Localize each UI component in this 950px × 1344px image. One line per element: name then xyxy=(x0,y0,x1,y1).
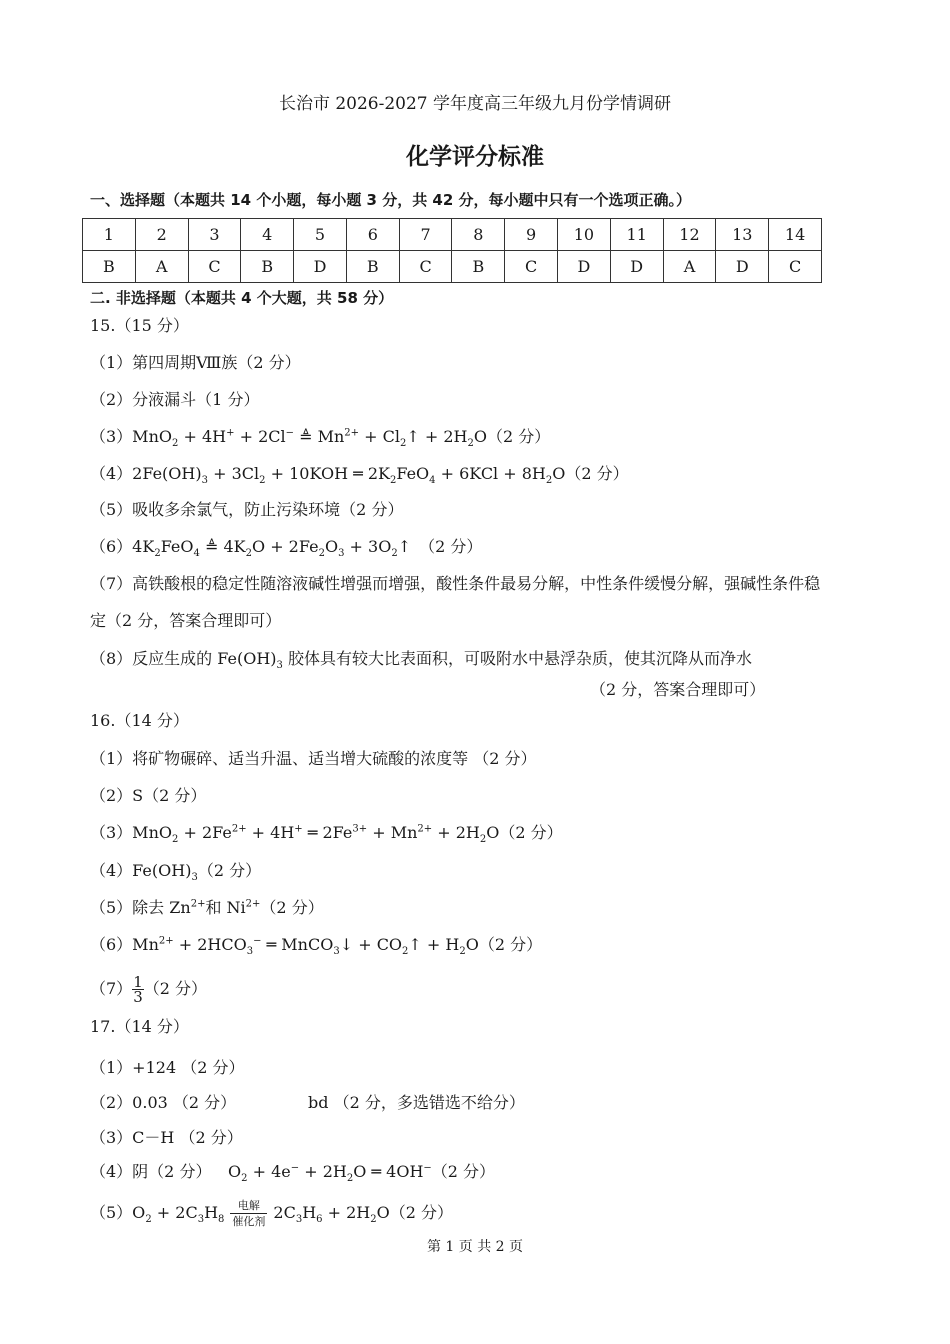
question-number-cell: 9 xyxy=(505,219,558,251)
answer-cell: C xyxy=(188,251,241,283)
answer-cell: B xyxy=(83,251,136,283)
q17-heading: 17.（14 分） xyxy=(90,1017,189,1036)
question-number-cell: 11 xyxy=(610,219,663,251)
answer-cell: A xyxy=(135,251,188,283)
q17-item-1: （1）+124 （2 分） xyxy=(90,1058,245,1077)
answer-cell: A xyxy=(663,251,716,283)
answer-cell: D xyxy=(610,251,663,283)
q16-item-5: （5）除去 $Zn^{2+}$和 $Ni^{2+}(2$ 分） xyxy=(90,898,324,917)
fraction: $\frac{1}{3}$ xyxy=(133,973,143,1006)
answer-cell: D xyxy=(716,251,769,283)
question-number-cell: 5 xyxy=(294,219,347,251)
answer-cell: C xyxy=(399,251,452,283)
answer-cell: B xyxy=(241,251,294,283)
q16-item-1: （1）将矿物碾碎、适当升温、适当增大硫酸的浓度等 （2 分） xyxy=(90,749,537,768)
question-number-cell: 8 xyxy=(452,219,505,251)
q15-item-7-line-1: （7）高铁酸根的稳定性随溶液碱性增强而增强，酸性条件最易分解，中性条件缓慢分解，强碱性条件稳 xyxy=(90,574,821,593)
q15-item-2: （2）分液漏斗（1 分） xyxy=(90,390,260,409)
reaction-condition: 电解 催化剂 xyxy=(232,1199,266,1228)
question-number-cell: 4 xyxy=(241,219,294,251)
q17-item-2-part-b: bd （2 分，多选错选不给分） xyxy=(308,1093,525,1112)
question-number-cell: 1 xyxy=(83,219,136,251)
q17-item-4-equation: $O_2 + 4e^- + 2H_2O$ ═ 4OH−（2 分） xyxy=(228,1162,496,1185)
q15-item-6: $(6)4K_2FeO_4$ ≜ $4K_2O + 2Fe_2O_3$ + $3O_2↑$ （2 分） xyxy=(90,537,483,560)
question-number-cell: 2 xyxy=(135,219,188,251)
q15-heading: 15.（15 分） xyxy=(90,316,189,335)
q15-item-7-line-2: 定（2 分，答案合理即可） xyxy=(90,611,282,630)
document-subtitle: 化学评分标准 xyxy=(406,143,544,170)
q15-item-4: $(4)2Fe(OH)_3 + 3Cl_2 + 10KOH$ ═ $2K_2FeO_4 + 6KCl + 8H_2O(2$ 分） xyxy=(90,464,629,487)
q16-item-6: $(6)Mn^{2+} + 2HCO_3^-$ ═ MnCO$_3$↓ + $CO_2↑ + H_2O(2$ 分） xyxy=(90,935,543,958)
q17-item-3: （3）C－H （2 分） xyxy=(90,1128,243,1147)
q15-item-8-note: （2 分，答案合理即可） xyxy=(590,680,766,699)
page-footer: 第 1 页 共 2 页 xyxy=(426,1239,524,1255)
answer-cell: B xyxy=(346,251,399,283)
answer-cell: D xyxy=(558,251,611,283)
q15-item-5: （5）吸收多余氯气，防止污染环境（2 分） xyxy=(90,500,404,519)
answer-row xyxy=(83,251,822,283)
question-number-cell: 7 xyxy=(399,219,452,251)
answer-cell: C xyxy=(505,251,558,283)
answer-cell: B xyxy=(452,251,505,283)
document-title: 长治市 2026-2027 学年度高三年级九月份学情调研 xyxy=(278,94,672,114)
question-number-cell: 6 xyxy=(346,219,399,251)
q16-item-4: $(4)Fe(OH)_3(2$ 分） xyxy=(90,861,262,884)
question-number-cell: 13 xyxy=(716,219,769,251)
section-2-heading: 二. 非选择题（本题共 4 个大题，共 58 分） xyxy=(90,289,394,307)
q15-item-8: （8）反应生成的 $Fe(OH)_3$ 胶体具有较大比表面积，可吸附水中悬浮杂质，使其沉降从而净水 xyxy=(90,649,752,672)
q17-item-4: （4）阴（2 分） xyxy=(90,1162,212,1181)
question-number-cell: 3 xyxy=(188,219,241,251)
q17-item-2: （2）0.03 （2 分） xyxy=(90,1093,237,1112)
q15-item-3: （3）MnO$_2$ + 4H+ + 2Cl− ≜ $Mn^{2+}$ + $Cl_2↑ + 2H_2O(2$ 分） xyxy=(90,427,551,450)
multiple-choice-answer-table xyxy=(82,218,822,283)
question-number-cell: 12 xyxy=(663,219,716,251)
q15-item-1: （1）第四周期Ⅷ族（2 分） xyxy=(90,353,301,372)
question-number-row xyxy=(83,219,822,251)
q17-item-5: $(5)O_2 + 2C_3H_8$ 电解 催化剂 $2C_3H_6 + 2H_2O(2$ 分） xyxy=(90,1199,453,1228)
q16-heading: 16.（14 分） xyxy=(90,711,189,730)
answer-cell: C xyxy=(769,251,822,283)
q16-item-3: $(3)MnO_2 + 2Fe^{2+} + 4H^+$ ═ $2Fe^{3+} + Mn^{2+} + 2H_2O(2$ 分） xyxy=(90,823,563,846)
question-number-cell: 10 xyxy=(558,219,611,251)
question-number-cell: 14 xyxy=(769,219,822,251)
q16-item-7: （7） $\frac{1}{3}$ （2 分） xyxy=(90,973,208,1006)
section-1-heading: 一、选择题（本题共 14 个小题，每小题 3 分，共 42 分，每小题中只有一个选项正确。） xyxy=(90,191,692,209)
answer-cell: D xyxy=(294,251,347,283)
q16-item-2: （2）S（2 分） xyxy=(90,786,207,805)
